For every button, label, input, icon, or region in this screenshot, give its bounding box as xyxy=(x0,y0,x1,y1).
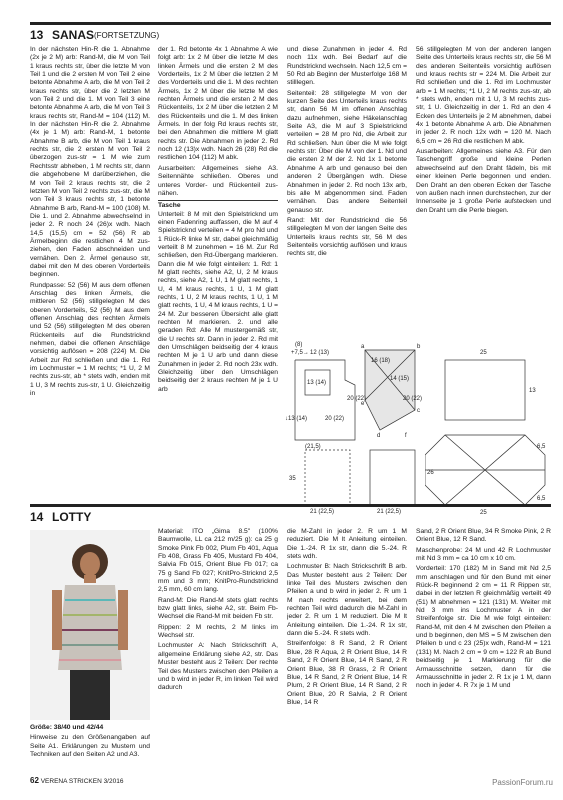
text-column-1 xyxy=(30,46,150,521)
schematic-outline xyxy=(295,360,355,440)
paragraph: In der nächsten Hin-R die 1. Abnahme (2x je 2 M) arb: Rand-M, die M von Teil 1 kraus rechts str, über die letzte M von Teil 1 und die 2 ersten M von Teil 2 eine betonte Abnahme A arb, die M von Teil 2 kraus rechts str, über die 2 letzten M von Teil 2 und die 1. M von Teil 3 eine betonte Abnahme A arb, die M von Teil 3 kraus rechts str, Rand-M = 104 (112) M. In der nächsten Hin-R die 2. Abnahme (4x je 1 M) arb: Rand-M, 1 betonte Abnahme B arb, die M von Teil 1 kraus rechts str, die 2 ersten M von Teil 2 überzogen zus-str = 1 M wie zum Rechtsstr abheben, 1 M rechts str, dann die abgehobene M darüberziehen, die M von Teil 2 kraus rechts str, die 2 letzten M von Teil 2 rechts zus-str, die M von Teil 3 kraus rechts str, 1 betonte Abnahme B arb, Rand-M = 100 (108) M. Die 1. und 2. Abnahme abwechselnd in jeder 2. R noch 24 (26)x wdh. Nach 14,5 (15,5) cm = 52 (56) R ab Ärmelbeginn die restlichen 4 M zus-ziehen, den Faden abschneiden und vernähen. Den 2. Ärmel genauso str, dabei mit den M des oberen Vorderteils beginnen. xyxy=(30,46,150,279)
paragraph: 56 stillgelegten M von der anderen langen Seite des Unterteils kraus rechts str, die 56 M des anderen Seitenteils vorsichtig auflösen und kraus rechts str = 224 M. Die Arbeit zur Rd schließen und die 1. Rd im Lochmuster arb = 1 M rechts; *1 U, 2 M rechts zus-str, ab * stets wdh, enden mit 1 U, 3 M rechts zus-str, 1 U. Gleichzeitig in der 1. Rd an den 4 Ecken des Unterteils je 2 M abnehmen, dabei 4x 1 betonte Abnahme A arb. Die Abnahmen in jeder 2. R noch 12x wdh = 120 M. Nach 6,5 cm = 26 Rd die restlichen M abk. xyxy=(416,46,551,145)
text-column-3 xyxy=(287,528,407,774)
section-number: 14 xyxy=(30,510,44,524)
dim-label: (8) xyxy=(295,342,303,348)
bag-top-rect xyxy=(445,360,525,420)
text-column-4 xyxy=(416,46,551,346)
dim-label: 35 xyxy=(289,476,296,482)
schematic-body-back xyxy=(370,450,415,505)
paragraph: Rippen: 2 M rechts, 2 M links im Wechsel str. xyxy=(158,623,278,640)
paragraph: und diese Zunahmen in jeder 4. Rd noch 11x wdh. Bei Bedarf auf die Rundstricknd wechseln. Nach 12,5 cm = 50 Rd ab Beginn der Musterfolge 168 M stilllegen. xyxy=(287,46,407,87)
text-column-2 xyxy=(158,46,278,521)
paragraph: Rundpasse: 52 (56) M aus dem offenen Anschlag des linken Ärmels, die mittleren 52 (56) stillgelegten M des oberen Vorderteils, 52 (56) M aus dem offenen Anschlag des rechten Ärmels und 52 (56) stillgelegten M des oberen Rückenteils auf die Rundstricknd nehmen, dabei die offenen Anschläge vorsichtig auflösen = 208 (224) M. Die Arbeit zur Rd schließen und die 1. Rd im Lochmuster = 1 M rechts; *1 U, 2 M rechts zus-str, ab * stets wdh, enden mit 1 U, 3 M rechts zus-str, 1 U. Gleichzeitig in xyxy=(30,281,150,398)
size-info xyxy=(30,724,150,774)
section-subtitle: (FORTSETZUNG) xyxy=(94,31,160,40)
paragraph: der 1. Rd betonte 4x 1 Abnahme A wie folgt arb: 1x 2 M über die letzte M des linken Ärmels und die ersten 2 M des Vorderteils, 1x 2 M über die letzten 2 M des Vorderteils und die 1. M des rechten Ärmels, 1x 2 M über die letzte M des rechten Ärmels und die ersten 2 M des Rückenteils, 1x 2 M über die letzten 2 M des Rückenteils und die 1. M des linken Ärmels. In der folg Rd kraus rechts str, bei den Abnahmen die mittlere M glatt rechts str. Die Abnahmen in jeder 2. Rd noch 12 (13)x wdh. Nach 26 (28) Rd die restlichen 104 (112) M abk. xyxy=(158,46,278,162)
schematic-body xyxy=(305,450,350,505)
paragraph: Lochmuster A: Nach Strickschrift A, allgemeine Erklärung siehe A2, str. Das Muster besteht aus 2 Teilen: Der rechte Teil des Musters zwischen den Pfeilen a und b wird in jeder R, im linken Teil wird dadurch xyxy=(158,642,278,692)
paragraph: Maschenprobe: 24 M und 42 R Lochmuster mit Nd 3 mm = ca 10 cm x 10 cm. xyxy=(416,546,551,563)
paragraph: Hinweise zu den Größenangaben auf Seite A1. Erklärungen zu Mustern und Techniken auf den Seiten A2 und A3. xyxy=(30,734,150,759)
paragraph: Lochmuster B: Nach Strickschrift B arb. Das Muster besteht aus 2 Teilen: Der linke Teil des Musters zwischen den Pfeilen a und b wird in jeder 2. R um 1 M nach rechts erweitert, bei dem rechten Teil wird dadurch die M-Zahl in jeder 2. R um 1 M reduziert. Die M lt Anleitung einteilen. Die 1.-24. R 1x str, dann die 5.-24. R stets wdh. xyxy=(287,563,407,638)
model-photo xyxy=(30,530,150,720)
paragraph: Ausarbeiten: Allgemeines siehe A3. Für den Taschengriff große und kleine Perlen abwechselnd auf den Draht fädeln, bis mit einer kleinen Perle begonnen und enden. Den Draht an den oberen Ecken der Tasche von außen nach innen durchstechen, zur der Innenseite je 1 große Perle aufstecken und den Draht um die Perle biegen. xyxy=(416,148,551,214)
dim-label: 6,5 xyxy=(537,444,546,450)
dim-label: 20 (22) xyxy=(403,396,423,402)
dim-label: ↓13 (14) xyxy=(285,416,308,422)
text-column-2 xyxy=(158,528,278,774)
page-footer xyxy=(30,776,123,785)
subheading: Tasche xyxy=(158,200,278,210)
model-face xyxy=(80,552,100,576)
dim-label: a xyxy=(361,344,365,350)
dim-label: 12 (13) xyxy=(310,350,330,356)
paragraph: Seitenteil: 28 stillgelegte M von der kurzen Seite des Unterteils kraus rechts str, dann 56 M im offenen Anschlag dazu aufnehmen, siehe Häkelanschlag Seite A3, die M auf 3 Spielstricknd verteilen = 28 M pro Nd, die Arbeit zur Rd schließen. Nun über die M wie folgt rechts str: Über die M von der 1. Nd und die ersten 2 M der 2. Nd 1x 1 betonte Abnahme A arb und genauso bei den anderen 2 Übergängen wdh. Diese Abnahmen in jeder 2. Rd noch 13x arb, bis alle M abgenommen sind. Faden vernähen. Das andere Seitenteil genauso str. xyxy=(287,89,407,214)
dim-label: 21 (22,5) xyxy=(310,509,335,515)
dim-label: +7,5→ xyxy=(291,350,309,356)
paragraph: Rand-M: Die Rand-M stets glatt rechts bzw glatt links, siehe A2, str. Beim Fb-Wechsel die Rand-M mit beiden Fb str. xyxy=(158,596,278,621)
section-title: LOTTY xyxy=(52,510,92,524)
text-column-4 xyxy=(416,528,551,774)
size-label: Größe: xyxy=(30,724,52,731)
paragraph: Vorderteil: 170 (182) M in Sand mit Nd 2,5 mm anschlagen und für den Bund mit einer Rück-R beginnend 2 cm = 11 R Rippen str, dabei in der letzten R gleichmäßig verteilt 49 (51) M abnehmen = 121 (131) M. Weiter mit Nd 3 mm ins Lochmuster A in der Streifenfolge str. Die M wie folgt einteilen: Rand-M, mit den 4 M zwischen den Pfeilen a und b beginnen, den MS = 5 M zwischen den Pfeilen b und c 23 (25)x wdh, Rand-M = 121 (131) M. Nach 2 cm = 9 cm = 122 R ab Bund beidseitig je 1 Markierung für die Armausschnitte setzen, dann für die Armausschnitte in jeder 2. R 1x je 1 M, dann noch in jeder 4. R 7x je 1 M und xyxy=(416,565,551,690)
section-number: 13 xyxy=(30,28,44,42)
bag-schematic xyxy=(425,340,553,515)
model-skirt xyxy=(70,670,110,720)
dim-label: 26 xyxy=(427,470,434,476)
dim-label: d xyxy=(377,433,381,439)
text-column-3 xyxy=(287,46,407,346)
dim-label: 20 (22) xyxy=(347,396,367,402)
section-header xyxy=(30,22,551,45)
dim-label: 16 (18) xyxy=(371,358,391,364)
paragraph: die M-Zahl in jeder 2. R um 1 M reduziert. Die M lt Anleitung einteilen. Die 1.-24. R 1x str, dann die 5.-24. R stets wdh. xyxy=(287,528,407,561)
page-number: 62 xyxy=(30,776,39,785)
watermark: PassionForum.ru xyxy=(492,778,553,787)
dim-label: f xyxy=(405,433,407,439)
sweater-schematic xyxy=(285,340,425,515)
dim-label: b xyxy=(417,344,421,350)
dim-label: 14 (15) xyxy=(390,376,410,382)
dim-label: 21 (22,5) xyxy=(377,509,402,515)
dim-label: 13 xyxy=(529,388,536,394)
size-text: 38/40 und 42/44 xyxy=(53,724,104,731)
paragraph: Unterteil: 8 M mit den Spielstricknd um einen Fadenring auffassen, die M auf 4 Spielstricknd verteilen = 4 M pro Nd und 1 Rück-R linke M str, dabei gleichmäßig verteilt 8 M zunehmen = 16 M. Zur Rd schließen, den Rd-Übergang markieren. Dann die M wie folgt einteilen: 1. Rd: 1 M glatt rechts, siehe A2, U, 2 M kraus rechts, siehe A2, 1 U, 1 M glatt rechts, 1 U, 4 M kraus rechts, 1 U, 1 M glatt rechts, 1 U, 2 M kraus rechts, 1 U, 1 M glatt rechts, 1 U, 4 M kraus rechts, 1 U = 24 M. Zur besseren Übersicht alle glatt rechten M markieren. 2. und alle geraden Rd: Alle M mustergemäß str, die U rechts str. Dann in jeder 2. Rd mit den Umschlägen beidseitig der 4 kraus rechten M je 1 U arb und dann diese Zunahmen in jeder 2. Rd noch 23x wdh. Gleichzeitig über den Umschlägen beidseitig der 2 kraus rechten M je 1 U arb xyxy=(158,210,278,393)
paragraph: Ausarbeiten: Allgemeines siehe A3. Seitennähte schließen. Oberes und unteres Vorder- und Rückenteil zus-nähen. xyxy=(158,164,278,197)
dim-label: e xyxy=(361,401,365,407)
dim-label: 13 (14) xyxy=(307,380,327,386)
paragraph: Sand, 2 R Orient Blue, 34 R Smoke Pink, 2 R Orient Blue, 12 R Sand. xyxy=(416,528,551,544)
paragraph: Material: ITO „Gima 8.5" (100% Baumwolle, LL ca 212 m/25 g): ca 25 g Smoke Pink Fb 002, Plum Fb 401, Aqua Fb 408, Grass Fb 405, Mustard Fb 404, Salvia Fb 015, Orient Blue Fb 017; ca 75 g Sand Fb 027; KnitPro-Stricknd 2,5 mm und 3 mm; KnitPro-Rundstricknd 2,5 mm, 60 cm lang. xyxy=(158,528,278,594)
dim-label: 20 (22) xyxy=(325,416,345,422)
paragraph: Streifenfolge: 8 R Sand, 2 R Orient Blue, 28 R Aqua, 2 R Orient Blue, 14 R Sand, 2 R Orient Blue, 14 R Sand, 2 R Orient Blue, 38 R Grass, 2 R Orient Blue, 14 R Sand, 2 R Orient Blue, 14 R Plum, 2 R Orient Blue, 14 R Sand, 2 R Orient Blue, 20 R Salvia, 2 R Orient Blue, 14 R xyxy=(287,640,407,706)
issue-label: VERENA STRICKEN 3/2016 xyxy=(40,778,124,785)
section-title: SANAS xyxy=(52,28,95,42)
dim-label: c xyxy=(417,408,420,414)
dim-label: (21,5) xyxy=(305,444,321,450)
dim-label: 25 xyxy=(480,510,487,515)
paragraph: Rand: Mit der Rundstricknd die 56 stillgelegten M von der langen Seite des Unterteils kraus rechts str, 56 M des Seitenteils vorsichtig auflösen und kraus rechts str, die xyxy=(287,216,407,258)
model-sweater xyxy=(58,585,122,670)
dim-label: 6,5 xyxy=(537,496,546,502)
section-header xyxy=(30,504,551,527)
dim-label: 25 xyxy=(480,350,487,356)
size-line xyxy=(30,724,150,732)
